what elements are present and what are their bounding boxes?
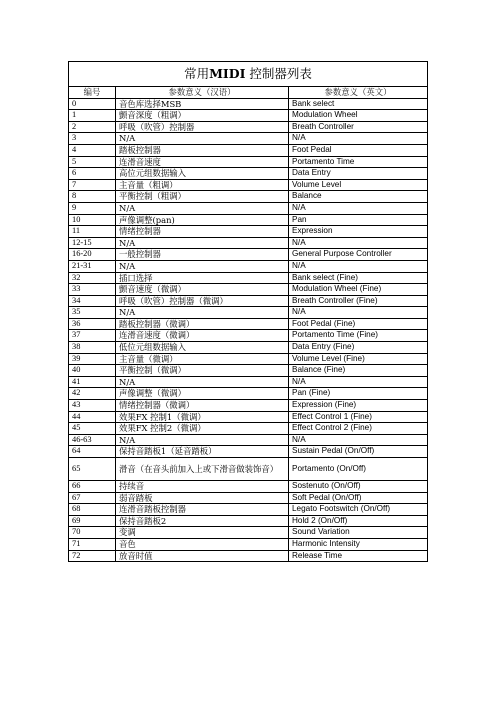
- table-row: [69, 295, 428, 307]
- cell-english: Effect Control 2 (Fine): [289, 423, 428, 435]
- cell-chinese: 主音量（粗调）: [116, 179, 289, 191]
- table-row: [69, 237, 428, 249]
- cell-chinese: N/A: [116, 376, 289, 388]
- cell-english: Sound Variation: [289, 527, 428, 539]
- cell-number: 12-15: [69, 237, 116, 249]
- cell-number: 10: [69, 214, 116, 226]
- cell-english: N/A: [289, 202, 428, 214]
- cell-english: N/A: [289, 260, 428, 272]
- cell-number: 41: [69, 376, 116, 388]
- cell-english: Pan: [289, 214, 428, 226]
- table-row: [69, 179, 428, 191]
- cell-chinese: 低位元组数据输入: [116, 342, 289, 354]
- table-row: [69, 538, 428, 550]
- title-bold: MIDI: [209, 66, 246, 81]
- cell-number: 34: [69, 295, 116, 307]
- cell-chinese: 情绪控制器: [116, 226, 289, 238]
- cell-chinese: 音色: [116, 538, 289, 550]
- cell-english: Portamento Time: [289, 156, 428, 168]
- cell-number: 72: [69, 550, 116, 562]
- cell-number: 32: [69, 272, 116, 284]
- title-suffix: 控制器列表: [245, 66, 312, 81]
- table-row: [69, 492, 428, 504]
- table-row: [69, 226, 428, 238]
- table-row: [69, 191, 428, 203]
- cell-number: 16-20: [69, 249, 116, 261]
- cell-english: Pan (Fine): [289, 388, 428, 400]
- cell-chinese: 效果FX 控制2（微调）: [116, 423, 289, 435]
- cell-chinese: 弱音踏板: [116, 492, 289, 504]
- table-row: [69, 481, 428, 493]
- cell-english: Sostenuto (On/Off): [289, 481, 428, 493]
- cell-chinese: 平衡控制（微调）: [116, 365, 289, 377]
- cell-english: Balance: [289, 191, 428, 203]
- cell-english: Data Entry: [289, 168, 428, 180]
- cell-chinese: 颤音速度（微调）: [116, 284, 289, 296]
- table-row: [69, 458, 428, 481]
- cell-english: Foot Pedal: [289, 144, 428, 156]
- cell-chinese: 呼吸（吹管）控制器: [116, 121, 289, 133]
- table-row: [69, 249, 428, 261]
- cell-english: Expression (Fine): [289, 400, 428, 412]
- cell-english: Hold 2 (On/Off): [289, 515, 428, 527]
- cell-number: 42: [69, 388, 116, 400]
- cell-chinese: N/A: [116, 133, 289, 145]
- cell-chinese: 连滑音速度: [116, 156, 289, 168]
- cell-chinese: 高位元组数据输入: [116, 168, 289, 180]
- cell-english: Soft Pedal (On/Off): [289, 492, 428, 504]
- cell-number: 64: [69, 446, 116, 458]
- table-row: [69, 446, 428, 458]
- cell-english: Legato Footswitch (On/Off): [289, 504, 428, 516]
- cell-chinese: 情绪控制器（微调）: [116, 400, 289, 412]
- cell-number: 68: [69, 504, 116, 516]
- cell-chinese: 连滑音踏板控制器: [116, 504, 289, 516]
- table-row: [69, 353, 428, 365]
- cell-chinese: 声像调整（微调）: [116, 388, 289, 400]
- table-row: [69, 527, 428, 539]
- cell-chinese: 效果FX 控制1（微调）: [116, 411, 289, 423]
- table-body: [69, 98, 428, 562]
- cell-chinese: 连滑音速度（微调）: [116, 330, 289, 342]
- cell-number: 40: [69, 365, 116, 377]
- cell-number: 67: [69, 492, 116, 504]
- midi-controller-table: [68, 61, 428, 562]
- table-row: [69, 411, 428, 423]
- cell-chinese: N/A: [116, 434, 289, 446]
- cell-number: 71: [69, 538, 116, 550]
- table-row: [69, 515, 428, 527]
- header-english: 参数意义（英文）: [289, 87, 428, 99]
- cell-english: Modulation Wheel: [289, 110, 428, 122]
- cell-english: N/A: [289, 376, 428, 388]
- cell-english: Expression: [289, 226, 428, 238]
- cell-number: 3: [69, 133, 116, 145]
- header-row: [69, 87, 428, 99]
- cell-number: 38: [69, 342, 116, 354]
- table-row: [69, 400, 428, 412]
- table-row: [69, 376, 428, 388]
- cell-chinese: 声像调整(pan): [116, 214, 289, 226]
- table-row: [69, 214, 428, 226]
- cell-english: Bank select (Fine): [289, 272, 428, 284]
- header-number: 编号: [69, 87, 116, 99]
- table-row: [69, 423, 428, 435]
- cell-english: Bank select: [289, 98, 428, 110]
- table-row: [69, 144, 428, 156]
- cell-chinese: 音色库选择MSB: [116, 98, 289, 110]
- title-prefix: 常用: [184, 66, 210, 81]
- cell-english: N/A: [289, 307, 428, 319]
- table-row: [69, 168, 428, 180]
- cell-english: Volume Level: [289, 179, 428, 191]
- cell-english: Harmonic Intensity: [289, 538, 428, 550]
- table-row: [69, 133, 428, 145]
- cell-chinese: N/A: [116, 260, 289, 272]
- cell-english: Balance (Fine): [289, 365, 428, 377]
- cell-english: Release Time: [289, 550, 428, 562]
- cell-chinese: 踏板控制器（微调）: [116, 318, 289, 330]
- cell-chinese: N/A: [116, 202, 289, 214]
- cell-number: 45: [69, 423, 116, 435]
- table-row: [69, 156, 428, 168]
- table-row: [69, 342, 428, 354]
- cell-english: Volume Level (Fine): [289, 353, 428, 365]
- cell-english: Breath Controller (Fine): [289, 295, 428, 307]
- cell-english: N/A: [289, 133, 428, 145]
- cell-number: 65: [69, 458, 116, 481]
- table-row: [69, 110, 428, 122]
- cell-chinese: 颤音深度（粗调）: [116, 110, 289, 122]
- cell-number: 35: [69, 307, 116, 319]
- cell-number: 70: [69, 527, 116, 539]
- cell-number: 8: [69, 191, 116, 203]
- table-row: [69, 318, 428, 330]
- cell-chinese: 踏板控制器: [116, 144, 289, 156]
- cell-number: 46-63: [69, 434, 116, 446]
- cell-english: Foot Pedal (Fine): [289, 318, 428, 330]
- cell-chinese: 变调: [116, 527, 289, 539]
- cell-number: 21-31: [69, 260, 116, 272]
- header-chinese: 参数意义（汉语）: [116, 87, 289, 99]
- cell-english: Data Entry (Fine): [289, 342, 428, 354]
- table-row: [69, 504, 428, 516]
- cell-number: 39: [69, 353, 116, 365]
- cell-english: Breath Controller: [289, 121, 428, 133]
- table-row: [69, 121, 428, 133]
- cell-chinese: N/A: [116, 307, 289, 319]
- cell-number: 9: [69, 202, 116, 214]
- table-row: [69, 388, 428, 400]
- cell-number: 37: [69, 330, 116, 342]
- table-row: [69, 260, 428, 272]
- cell-number: 5: [69, 156, 116, 168]
- cell-english: N/A: [289, 237, 428, 249]
- table-row: [69, 434, 428, 446]
- cell-number: 6: [69, 168, 116, 180]
- cell-number: 44: [69, 411, 116, 423]
- cell-number: 11: [69, 226, 116, 238]
- cell-number: 33: [69, 284, 116, 296]
- cell-number: 36: [69, 318, 116, 330]
- cell-number: 2: [69, 121, 116, 133]
- cell-number: 0: [69, 98, 116, 110]
- cell-number: 4: [69, 144, 116, 156]
- table-row: [69, 98, 428, 110]
- cell-number: 1: [69, 110, 116, 122]
- table-row: [69, 307, 428, 319]
- cell-english: N/A: [289, 434, 428, 446]
- table-row: [69, 330, 428, 342]
- cell-english: General Purpose Controller: [289, 249, 428, 261]
- cell-english: Portamento Time (Fine): [289, 330, 428, 342]
- cell-chinese: 一般控制器: [116, 249, 289, 261]
- cell-chinese: 平衡控制（粗调）: [116, 191, 289, 203]
- cell-chinese: N/A: [116, 237, 289, 249]
- table-row: [69, 550, 428, 562]
- cell-chinese: 保持音踏板2: [116, 515, 289, 527]
- cell-number: 69: [69, 515, 116, 527]
- cell-english: Sustain Pedal (On/Off): [289, 446, 428, 458]
- table-row: [69, 272, 428, 284]
- cell-chinese: 主音量（微调）: [116, 353, 289, 365]
- table-row: [69, 202, 428, 214]
- title-row: [69, 62, 428, 87]
- cell-chinese: 持续音: [116, 481, 289, 493]
- cell-english: Effect Control 1 (Fine): [289, 411, 428, 423]
- table-title: [69, 62, 428, 87]
- table-row: [69, 284, 428, 296]
- cell-chinese: 保持音踏板1（延音踏板）: [116, 446, 289, 458]
- cell-number: 66: [69, 481, 116, 493]
- cell-number: 43: [69, 400, 116, 412]
- cell-english: Modulation Wheel (Fine): [289, 284, 428, 296]
- cell-chinese: 呼吸（吹管）控制器（微调）: [116, 295, 289, 307]
- cell-number: 7: [69, 179, 116, 191]
- cell-english: Portamento (On/Off): [289, 458, 428, 481]
- cell-chinese: 插口选择: [116, 272, 289, 284]
- table-row: [69, 365, 428, 377]
- cell-chinese: 放音时值: [116, 550, 289, 562]
- cell-chinese: 滑音（在音头前加入上或下滑音做装饰音）: [116, 458, 289, 481]
